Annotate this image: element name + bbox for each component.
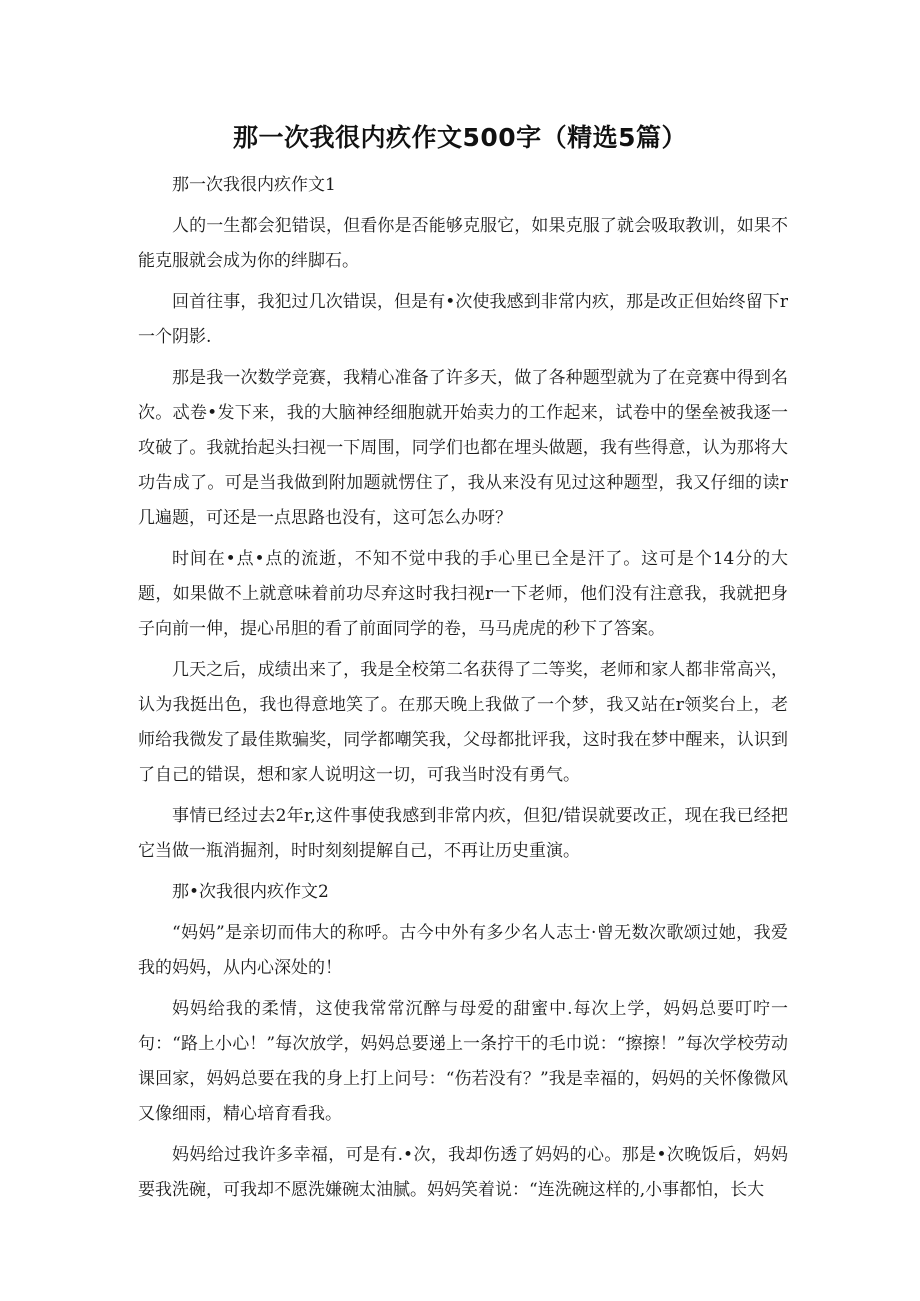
paragraph: 妈妈给我的柔情，这使我常常沉醉与母爱的甜蜜中.每次上学，妈妈总要叮咛一句：“路上小心！”每次放学，妈妈总要递上一条拧干的毛巾说：“擦擦！”每次学校劳动课回家，妈妈总要在我的身上打上问号：“伤若没有？”我是幸福的，妈妈的关怀像微风又像细雨，精心培育看我。 <box>138 999 788 1124</box>
paragraph: 几天之后，成绩出来了，我是全校第二名获得了二等奖，老师和家人都非常高兴，认为我挺出色，我也得意地笑了。在那天晚上我做了一个梦，我又站在r领奖台上，老师给我微发了最佳欺骗奖，同学都嘲笑我，父母都批评我，这时我在梦中醒来，认识到了自己的错误，想和家人说明这一切，可我当时没有勇气。 <box>138 660 788 785</box>
paragraph: 那是我一次数学竞赛，我精心准备了许多天，做了各种题型就为了在竞赛中得到名次。忒卷•发下来，我的大脑神经细胞就开始卖力的工作起来，试卷中的堡垒被我逐一攻破了。我就抬起头扫视一下周围，同学们也都在埋头做题，我有些得意，认为那将大功告成了。可是当我做到附加题就愣住了，我从来没有见过这种题型，我又仔细的读r几遍题，可还是一点思路也没有，这可怎么办呀？ <box>138 368 788 528</box>
paragraph: 时间在•点•点的流逝，不知不觉中我的手心里已全是汗了。这可是个14分的大题，如果做不上就意味着前功尽弃这时我扫视r一下老师，他们没有注意我，我就把身子向前一伸，提心吊胆的看了前面同学的卷，马马虎虎的秒下了答案。 <box>138 549 788 639</box>
paragraph: 妈妈给过我许多幸福，可是有.•次，我却伤透了妈妈的心。那是•次晚饭后，妈妈要我洗碗，可我却不愿洗嫌碗太油腻。妈妈笑着说：“连洗碗这样的,小事都怕，长大 <box>138 1145 788 1200</box>
paragraph: 事情已经过去2年r,这件事使我感到非常内疚，但犯/错误就要改正，现在我已经把它当做一瓶消掘剂，时时刻刻提解自己，不再让历史重演。 <box>138 806 788 861</box>
paragraph: “妈妈”是亲切而伟大的称呼。古今中外有多少名人志士·曾无数次歌颂过她，我爱我的妈妈，从内心深处的！ <box>138 923 788 978</box>
document-body <box>138 168 788 1214</box>
section-heading-1: 那一次我很内疚作文1 <box>172 175 336 195</box>
document-title: 那一次我很内疚作文500字（精选5篇） <box>232 123 688 152</box>
paragraph: 人的一生都会犯错误，但看你是否能够克服它，如果克服了就会吸取教训，如果不能克服就会成为你的绊脚石。 <box>138 216 788 271</box>
paragraph: 回首往事，我犯过几次错误，但是有•次使我感到非常内疚，那是改正但始终留下r一个阴影. <box>138 292 788 347</box>
section-heading-2: 那•次我很内疚作文2 <box>172 882 329 902</box>
